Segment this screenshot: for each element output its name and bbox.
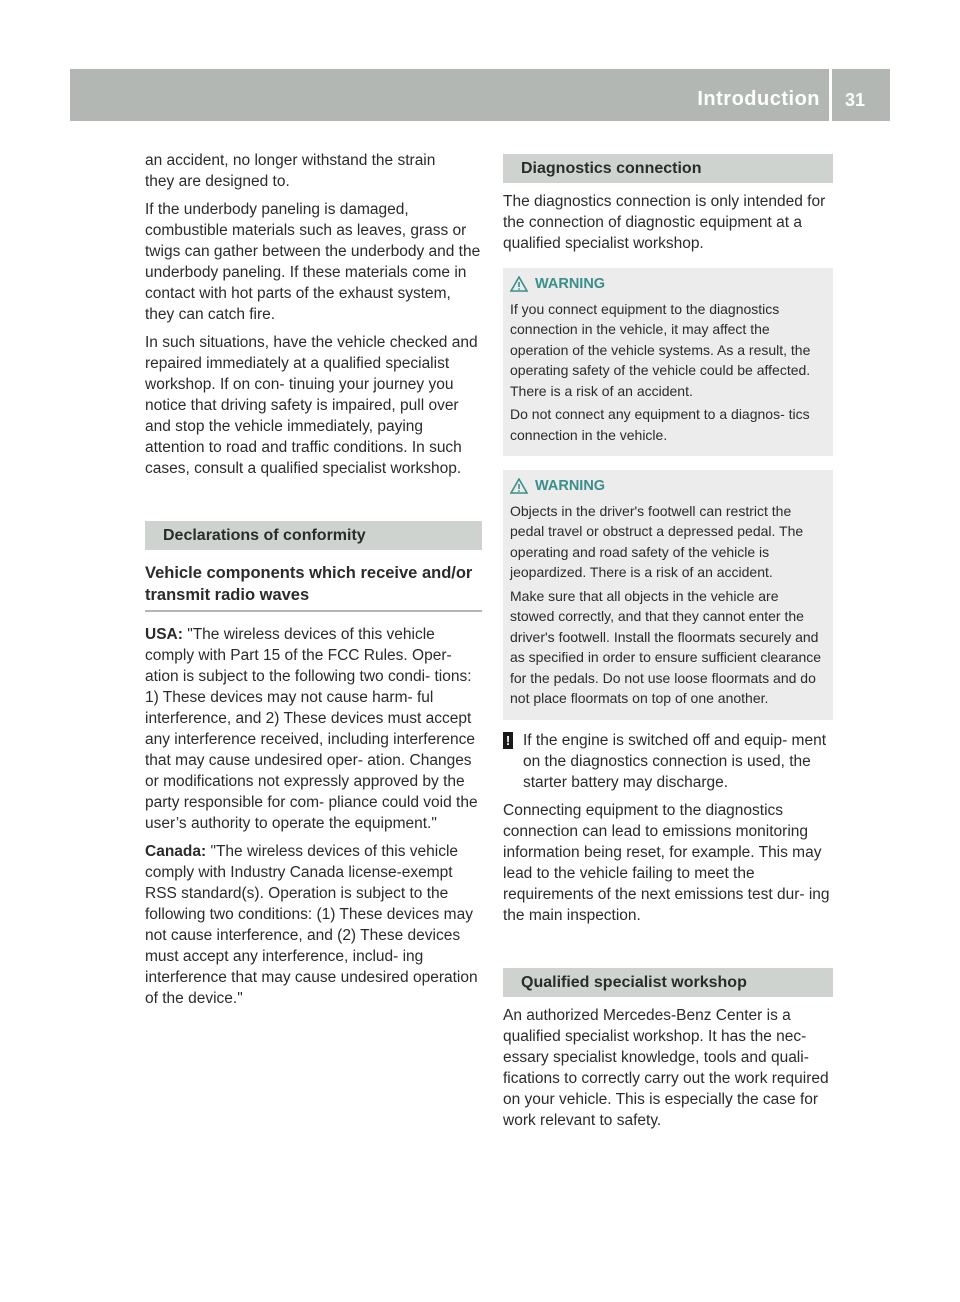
intro-line: they are designed to. — [145, 173, 290, 190]
warning-header — [510, 476, 826, 497]
exclamation-icon: ! — [503, 732, 513, 749]
repair-paragraph: In such situations, have the vehicle checked and repaired immediately at a qualified specialist workshop. If on con- tinuing your journey you notice that driving safety is impaired, pull over and stop the vehicle immediately, paying attention to road and traffic conditions. In such cases, consult a qualified specialist workshop. — [145, 334, 478, 477]
usa-paragraph — [145, 624, 482, 834]
warning-header — [510, 274, 826, 295]
page-number: 31 — [845, 90, 866, 110]
declarations-heading: Declarations of conformity — [145, 521, 482, 550]
header-divider — [829, 69, 832, 121]
warning-text: If you connect equipment to the diagnostics connection in the vehicle, it may affect the operation of the vehicle systems. As a result, the operating safety of the vehicle could be affected. There is a risk of an accident. — [510, 300, 811, 399]
warning-instruction: Do not connect any equipment to a diagnos- tics connection in the vehicle. — [510, 406, 810, 443]
diagnostics-paragraph: The diagnostics connection is only intended for the connection of diagnostic equipment at a qualified specialist workshop. — [503, 193, 826, 252]
warning-triangle-icon — [510, 276, 528, 292]
warning-title: WARNING — [535, 276, 606, 292]
radio-components-heading: Vehicle components which receive and/or transmit radio waves — [145, 562, 482, 612]
canada-label: Canada: — [145, 843, 207, 860]
warning-text: Objects in the driver's footwell can restrict the pedal travel or obstruct a depressed pedal. The operating and road safety of the vehicle is jeopardized. There is a risk of an accident. — [510, 502, 804, 580]
underbody-paragraph: If the underbody paneling is damaged, combustible materials such as leaves, grass or twigs can gather between the underbody and the underbody paneling. If these materials come in contact with hot parts of the exhaust system, they can catch fire. — [145, 201, 481, 323]
emissions-paragraph: Connecting equipment to the diagnostics connection can lead to emissions monitoring information being reset, for example. This may lead to the vehicle failing to meet the requirements of the next emissions test dur- ing the main inspection. — [503, 801, 830, 924]
intro-line: an accident, no longer withstand the strain — [145, 152, 436, 169]
warning-box-diagnostics — [503, 268, 833, 456]
canada-paragraph — [145, 841, 482, 1009]
right-column — [503, 154, 833, 1138]
warning-triangle-icon — [510, 478, 528, 494]
page-section-title: Introduction — [697, 88, 820, 110]
warning-box-footwell — [503, 470, 833, 720]
diagnostics-heading: Diagnostics connection — [503, 154, 833, 183]
usa-label: USA: — [145, 626, 183, 643]
usa-text: "The wireless devices of this vehicle comply with Part 15 of the FCC Rules. Oper- ation is subject to the following two condi- tions: 1) These devices may not cause harm- ful interference, and 2) These devices must accept any interference received, including interference that may cause undesired oper- ation. Changes or modifications not expressly approved by the party responsible for com- pliance could void the user’s authority to operate the equipment." — [145, 626, 478, 832]
canada-text: "The wireless devices of this vehicle comply with Industry Canada license-exempt RSS standard(s). Operation is subject to the following two conditions: (1) These devices may not cause interference, and (2) These devices must accept any interference, includ- ing interference that may cause undesired operation of the device." — [145, 843, 478, 1007]
warning-instruction: Make sure that all objects in the vehicle are stowed correctly, and that they cannot enter the driver's footwell. Install the floormats securely and as specified in order to ensure sufficient clearance for the pedals. Do not use loose floormats and do not place floormats on top of one another. — [510, 587, 822, 706]
warning-title: WARNING — [535, 478, 606, 494]
workshop-heading: Qualified specialist workshop — [503, 968, 833, 997]
left-column — [145, 150, 482, 1016]
workshop-paragraph: An authorized Mercedes-Benz Center is a qualified specialist workshop. It has the nec- essary specialist knowledge, tools and quali- fications to correctly carry out the work required on your vehicle. This is especially the case for work relevant to safety. — [503, 1006, 829, 1129]
battery-note — [503, 730, 833, 793]
note-text: If the engine is switched off and equip- ment on the diagnostics connection is used, the starter battery may discharge. — [523, 731, 827, 791]
